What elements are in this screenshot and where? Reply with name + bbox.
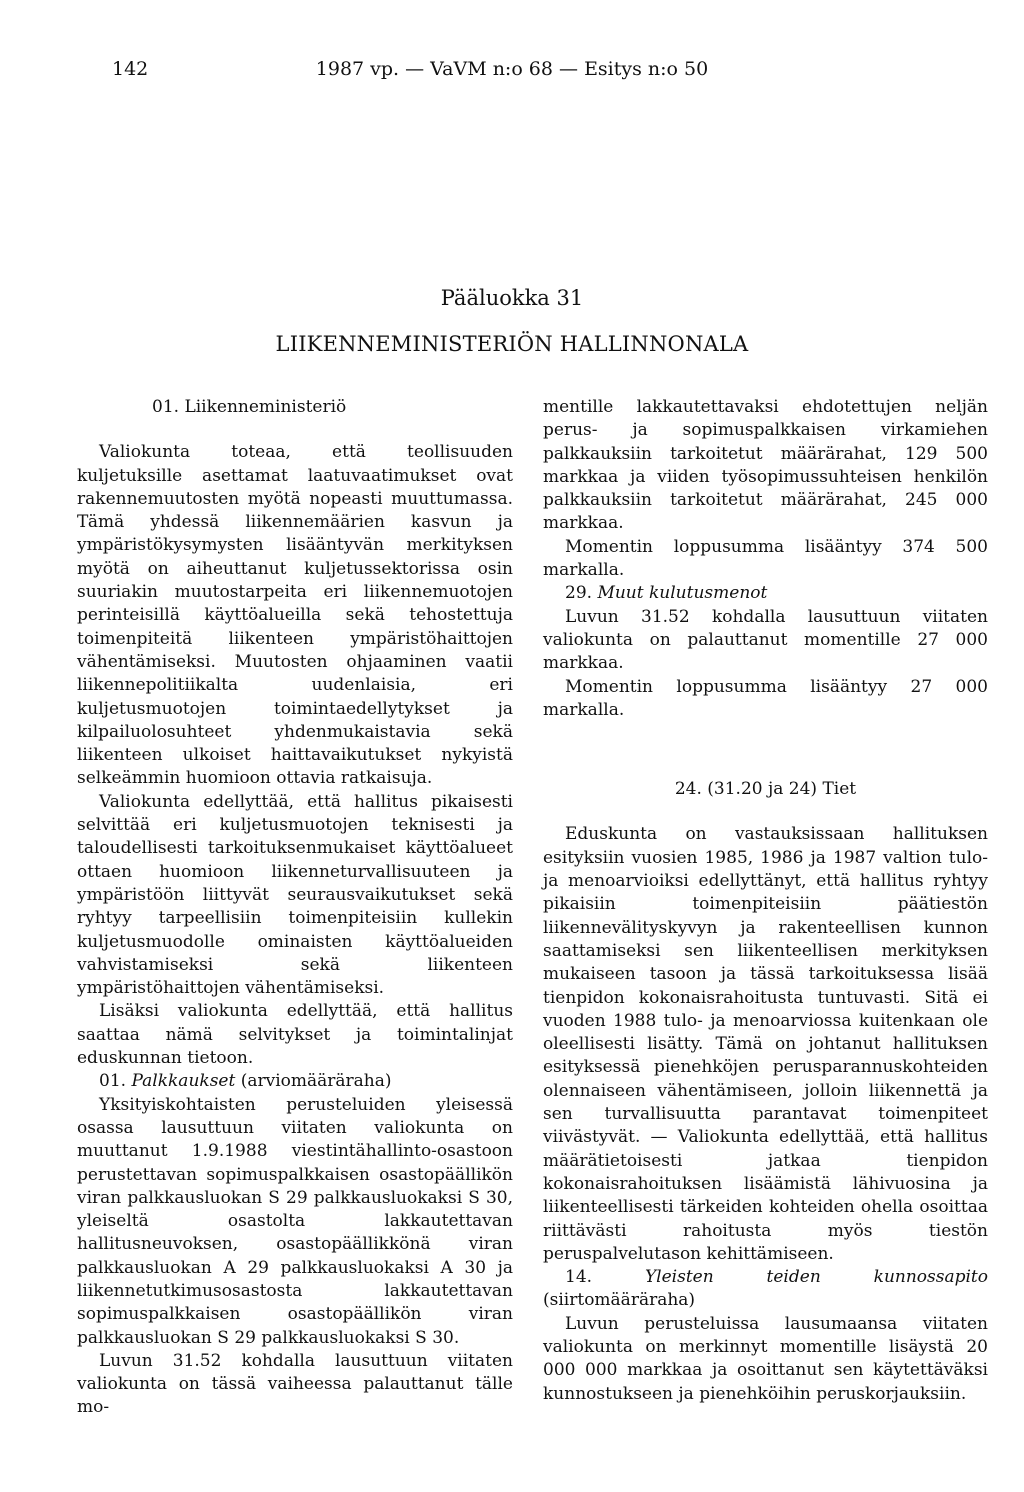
ministry-heading: LIIKENNEMINISTERIÖN HALLINNONALA bbox=[275, 332, 749, 356]
paragraph: Eduskunta on vastauksissaan hallituksen esityksiin vuosien 1985, 1986 ja 1987 valtion tulo- ja menoarvioiksi edellyttänyt, että hallitus ryhtyy pikaisiin toimenpiteisiin päätiestön liikennevälityskyvyn ja rakenteellisen kunnon saattamiseksi sen liikenteellisen merkityksen mukaiseen tasoon ja tässä tarkoituksessa lisää tienpidon kokonaisrahoitusta tuntuvasti. Sitä ei vuoden 1988 tulo- ja menoarviossa kuitenkaan ole oleellisesti lisätty. Tämä on johtanut hallituksen esityksessä pienehköjen perusparannuskohteiden olennaiseen vähentämiseen, jolloin liikennettä ja sen turvallisuutta parantavat toimenpiteet viivästyvät. — Valiokunta edellyttää, että hallitus määrätietoisesti jatkaa tienpidon kokonaisrahoituksen lisäämistä lähivuosina ja liikenteellisesti tärkeiden kohteiden ohella osoittaa riittävästi rahoitusta myös tiestön peruspalvelutason kehittämiseen. bbox=[543, 824, 988, 1264]
item-number: 29. bbox=[565, 583, 593, 604]
paragraph: Valiokunta toteaa, että teollisuuden kuljetuksille asettamat laatuvaatimukset ovat rakennemuutosten myötä nopeasti muuttumassa. Tämä yhdessä liikennemäärien kasvun ja ympäristökysymysten lisääntyvän merkityksen myötä on aiheuttanut kuljetussektorissa osin suuriakin muutostarpeita eri liikennemuotojen perinteisillä käyttöalueilla sekä tehostettuja toimenpiteitä liikenteen ympäristöhaittojen vähentämiseksi. Muutosten ohjaaminen vaatii liikennepolitiikalta uudenlaisia, eri kuljetusmuotojen toimintaedellytykset ja kilpailuolosuhteet yhdenmukaistavia sekä liikenteen ulkoiset haittavaikutukset nykyistä selkeämmin huomioon ottavia ratkaisuja. bbox=[77, 442, 513, 789]
item-suffix: (siirtomääräraha) bbox=[543, 1290, 696, 1311]
paragraph: Momentin loppusumma lisääntyy 27 000 markalla. bbox=[543, 676, 988, 720]
item-title: Palkkaukset bbox=[131, 1071, 236, 1092]
main-class-heading: Pääluokka 31 bbox=[440, 286, 584, 310]
left-column bbox=[77, 396, 513, 1420]
item-number: 14. bbox=[565, 1267, 593, 1288]
item-number: 01. bbox=[99, 1071, 127, 1092]
item-heading-01 bbox=[77, 1070, 513, 1093]
paragraph: Luvun 31.52 kohdalla lausuttuun viitaten valiokunta on palauttanut momentille 27 000 markkaa. bbox=[543, 606, 988, 674]
paragraph: Lisäksi valiokunta edellyttää, että hallitus saattaa nämä selvitykset ja toimintalinjat eduskunnan tietoon. bbox=[77, 1001, 513, 1069]
section-title: 24. (31.20 ja 24) Tiet bbox=[674, 779, 857, 800]
item-suffix: (arviomääräraha) bbox=[240, 1071, 392, 1092]
paragraph: Valiokunta edellyttää, että hallitus pikaisesti selvittää eri kuljetusmuotojen teknisesti ja taloudellisesti tarkoituksenmukaiset käyttöalueet ottaen huomioon liikenneturvallisuuteen ja ympäristöön liittyvät seurausvaikutukset sekä ryhtyy tarpeellisiin toimenpiteisiin kullekin kuljetusmuodolle ominaisten käyttöalueiden vahvistamiseksi sekä liikenteen ympäristöhaittojen vähentämiseksi. bbox=[77, 791, 513, 999]
right-column bbox=[543, 396, 988, 1406]
item-title: Yleisten teiden kunnossapito bbox=[644, 1267, 988, 1288]
paragraph: Momentin loppusumma lisääntyy 374 500 markalla. bbox=[543, 536, 988, 581]
running-header: 1987 vp. — VaVM n:o 68 — Esitys n:o 50 bbox=[315, 58, 709, 80]
paragraph: Yksityiskohtaisten perusteluiden yleisessä osassa lausuttuun viitaten valiokunta on muuttanut 1.9.1988 viestintähallinto-osastoon perustettavan sopimuspalkkaisen osastopäällikön viran palkkausluokan S 29 palkkausluokaksi S 30, yleiseltä osastolta lakkautettavan hallitusneuvoksen, osastopäällikkönä viran palkkausluokan A 29 palkkausluokaksi A 30 ja liikennetutkimusosastosta lakkautettavan sopimuspalkkaisen osastopäällikön viran palkkausluokan S 29 palkkausluokaksi S 30. bbox=[77, 1094, 513, 1348]
page-number: 142 bbox=[112, 58, 149, 80]
item-heading-29 bbox=[543, 582, 988, 605]
paragraph: Luvun 31.52 kohdalla lausuttuun viitaten valiokunta on tässä vaiheessa palauttanut tälle mo- bbox=[77, 1350, 513, 1418]
item-title: Muut kulutusmenot bbox=[597, 583, 768, 604]
paragraph: Luvun perusteluissa lausumaansa viitaten valiokunta on merkinnyt momentille lisäystä 20 000 000 markkaa ja osoittanut sen käytettäväksi kunnostukseen ja pienehköihin peruskorjauksiin. bbox=[543, 1313, 988, 1404]
paragraph: mentille lakkautettavaksi ehdotettujen neljän perus- ja sopimuspalkkaisen virkamiehen palkkauksiin tarkoitetut määrärahat, 129 500 markkaa ja viiden työsopimussuhteisen henkilön palkkauksiin tarkoitetut määrärahat, 245 000 markkaa. bbox=[543, 397, 988, 534]
item-heading-14 bbox=[543, 1266, 988, 1313]
section-title: 01. Liikenneministeriö bbox=[152, 397, 347, 417]
